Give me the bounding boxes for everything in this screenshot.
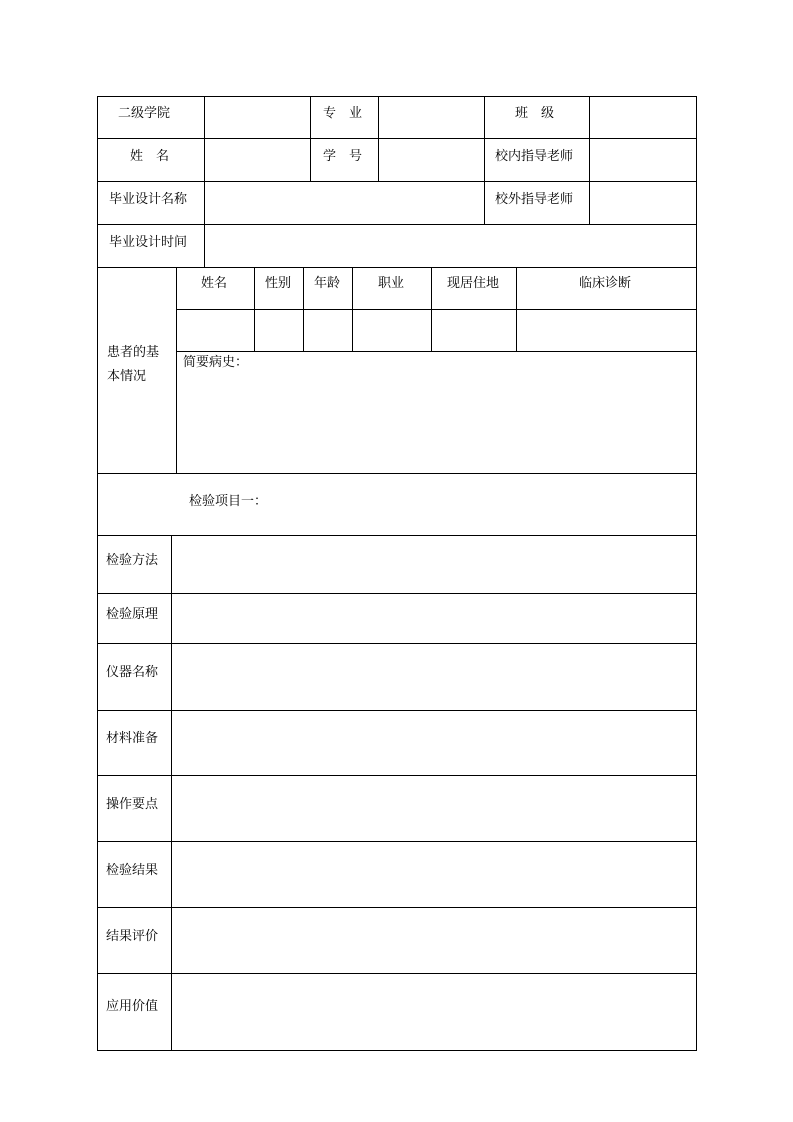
design-time-label: 毕业设计时间 bbox=[109, 235, 188, 250]
row-divider bbox=[97, 473, 697, 474]
row-divider bbox=[97, 535, 697, 536]
col-divider bbox=[204, 96, 205, 267]
col-divider bbox=[431, 267, 432, 351]
test-row-result: 检验结果 bbox=[106, 863, 159, 878]
patient-header-job: 职业 bbox=[378, 276, 405, 291]
col-divider bbox=[310, 96, 311, 181]
row-divider bbox=[97, 775, 697, 776]
col-divider bbox=[484, 96, 485, 224]
row-divider bbox=[97, 643, 697, 644]
row-divider bbox=[97, 710, 697, 711]
patient-header-name: 姓名 bbox=[201, 276, 228, 291]
row-divider bbox=[97, 593, 697, 594]
test-row-principle: 检验原理 bbox=[106, 607, 159, 622]
col-divider bbox=[176, 267, 177, 473]
col-divider bbox=[378, 96, 379, 181]
patient-header-sex: 性别 bbox=[265, 276, 292, 291]
row-divider bbox=[97, 907, 697, 908]
row-divider bbox=[97, 181, 697, 182]
test-row-value: 应用价值 bbox=[106, 999, 159, 1014]
row-divider bbox=[97, 841, 697, 842]
test-row-method: 检验方法 bbox=[106, 553, 159, 568]
major-label: 专 业 bbox=[323, 106, 363, 121]
patient-section-label: 患者的基本情况 bbox=[107, 345, 160, 384]
history-label: 简要病史： bbox=[183, 355, 249, 370]
col-divider bbox=[516, 267, 517, 351]
col-divider bbox=[254, 267, 255, 351]
row-divider bbox=[97, 973, 697, 974]
test-item-label: 检验项目一： bbox=[189, 494, 268, 509]
col-divider bbox=[171, 535, 172, 1051]
row-divider bbox=[97, 138, 697, 139]
internal-advisor-label: 校内指导老师 bbox=[495, 149, 574, 164]
student-id-label: 学 号 bbox=[323, 149, 363, 164]
college-label: 二级学院 bbox=[118, 106, 171, 121]
design-title-label: 毕业设计名称 bbox=[109, 192, 188, 207]
patient-header-age: 年龄 bbox=[314, 276, 341, 291]
patient-header-diagnosis: 临床诊断 bbox=[579, 276, 632, 291]
test-row-operation: 操作要点 bbox=[106, 797, 159, 812]
test-row-instrument: 仪器名称 bbox=[106, 665, 159, 680]
row-divider bbox=[97, 224, 697, 225]
col-divider bbox=[303, 267, 304, 351]
col-divider bbox=[352, 267, 353, 351]
col-divider bbox=[589, 96, 590, 224]
row-divider bbox=[176, 351, 697, 352]
class-label: 班 级 bbox=[515, 106, 555, 121]
patient-header-address: 现居住地 bbox=[447, 276, 500, 291]
external-advisor-label: 校外指导老师 bbox=[495, 192, 574, 207]
name-label: 姓 名 bbox=[130, 149, 170, 164]
test-row-materials: 材料准备 bbox=[106, 731, 159, 746]
row-divider bbox=[97, 267, 697, 268]
test-row-evaluation: 结果评价 bbox=[106, 929, 159, 944]
